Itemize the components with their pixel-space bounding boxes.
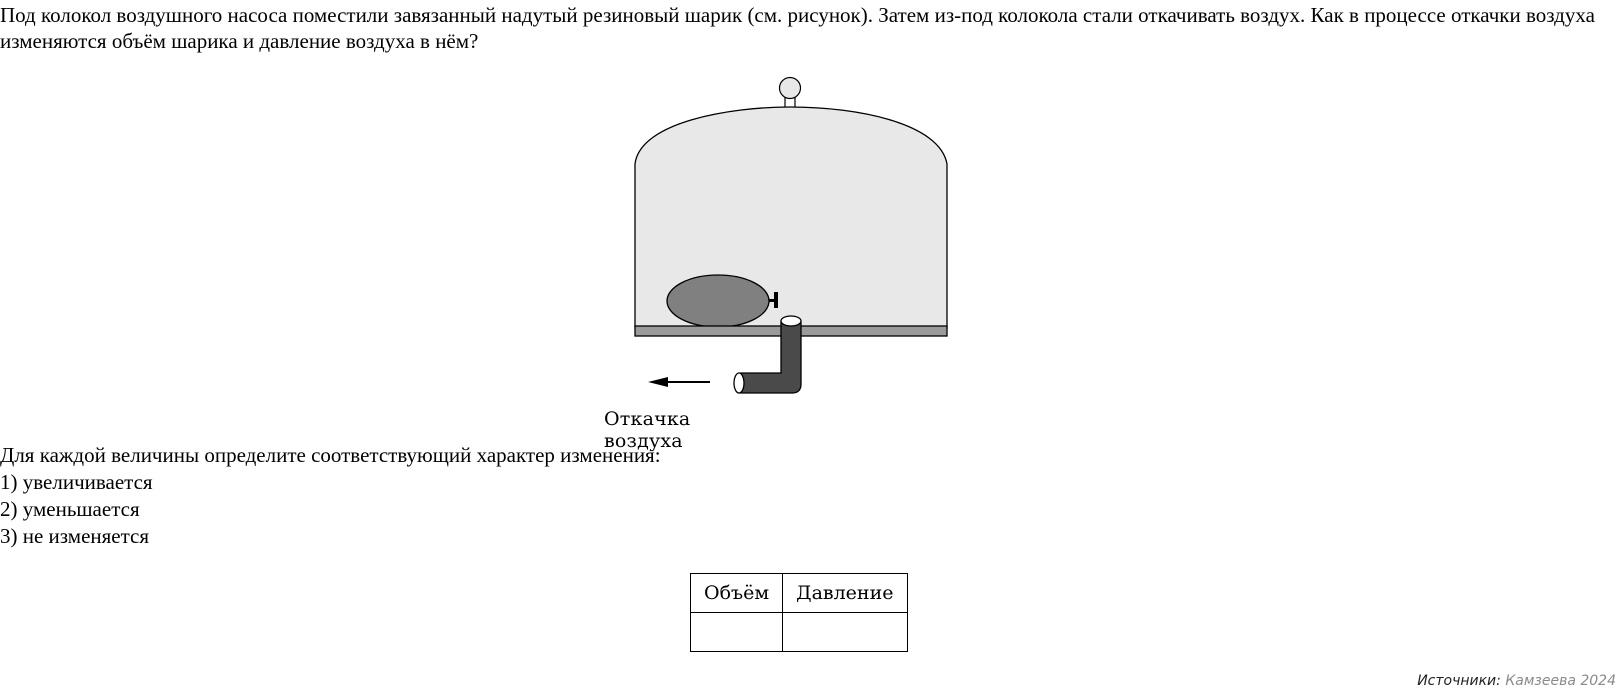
answer-cell-volume[interactable]	[691, 613, 783, 652]
option-1: 1) увеличивается	[0, 470, 153, 494]
instructions	[0, 442, 661, 550]
pipe-side-opening	[734, 373, 744, 393]
question-text: Под колокол воздушного насоса поместили завязанный надутый резиновый шарик (см. рисунок). Затем из-под колокола стали откачивать воздух. Как в процессе откачки воздуха изменяются объём шарика и давление воздуха в нём?	[0, 3, 1595, 53]
knob-icon	[780, 78, 801, 99]
bell-jar-figure	[604, 72, 980, 452]
sources	[1417, 672, 1616, 690]
pipe-top-opening	[781, 316, 801, 326]
balloon-tie	[774, 292, 778, 308]
sources-label: Источники:	[1417, 673, 1501, 689]
answer-cell-pressure[interactable]	[783, 613, 907, 652]
sources-value[interactable]: Камзеева 2024	[1505, 673, 1616, 689]
arrow-head-icon	[648, 377, 668, 387]
answer-table	[690, 573, 908, 652]
option-3: 3) не изменяется	[0, 524, 150, 548]
instructions-prompt: Для каждой величины определите соответствующий характер изменения:	[0, 443, 661, 467]
bell-jar-diagram	[620, 72, 980, 432]
header-volume: Объём	[691, 574, 783, 613]
option-2: 2) уменьшается	[0, 497, 140, 521]
balloon	[667, 275, 769, 327]
header-pressure: Давление	[783, 574, 907, 613]
figure-caption: Откачка воздуха	[604, 408, 691, 452]
